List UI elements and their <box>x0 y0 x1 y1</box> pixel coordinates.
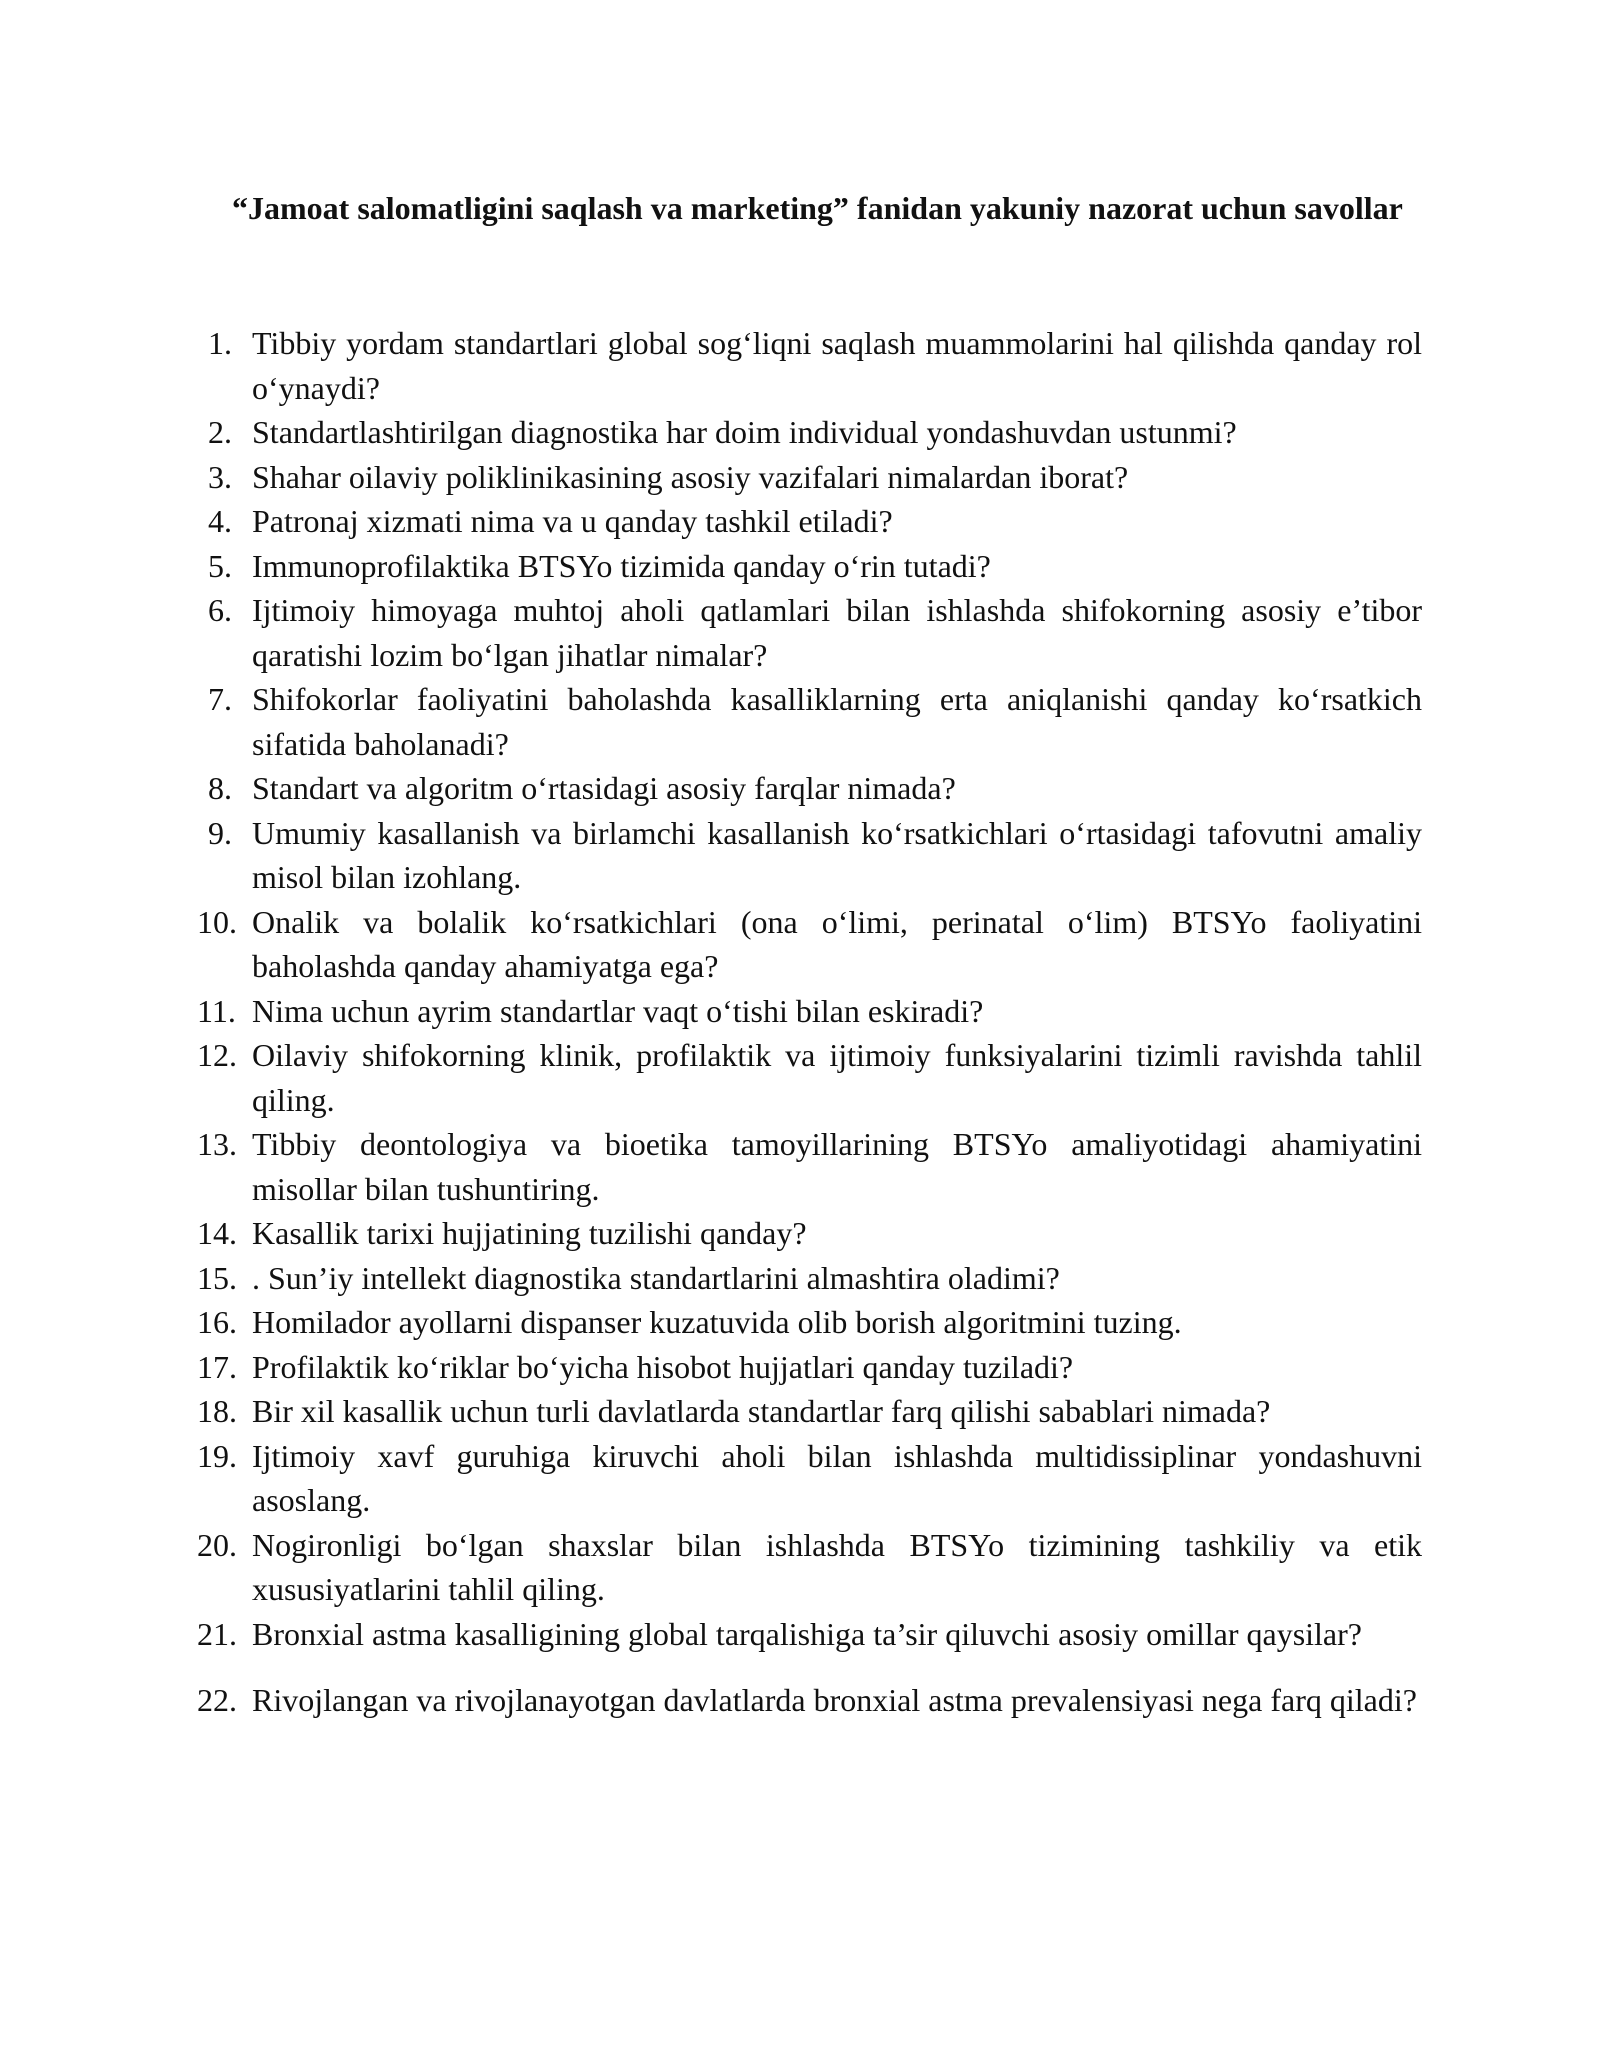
list-item <box>200 811 1422 900</box>
question-text: Nogironligi bo‘lgan shaxslar bilan ishlashda BTSYo tizimining tashkiliy va etik xususiyatlarini tahlil qiling. <box>252 1526 1422 1607</box>
question-number: 18. <box>197 1393 237 1429</box>
document-title: “Jamoat salomatligini saqlash va marketing” fanidan yakuniy nazorat uchun savollar <box>232 190 1403 226</box>
question-text: Ijtimoiy xavf guruhiga kiruvchi aholi bilan ishlashda multidissiplinar yondashuvni asoslang. <box>252 1437 1422 1518</box>
question-text: Standartlashtirilgan diagnostika har doim individual yondashuvdan ustunmi? <box>252 414 1237 450</box>
list-item <box>200 588 1422 677</box>
question-text: Kasallik tarixi hujjatining tuzilishi qanday? <box>252 1215 807 1251</box>
list-item <box>200 455 1422 500</box>
question-number: 1. <box>208 325 232 361</box>
question-number: 13. <box>197 1126 237 1162</box>
list-item <box>197 1122 1422 1211</box>
question-text: Nima uchun ayrim standartlar vaqt o‘tishi bilan eskiradi? <box>252 992 984 1029</box>
question-text: Patronaj xizmati nima va u qanday tashkil etiladi? <box>252 503 893 539</box>
question-number: 16. <box>197 1304 237 1340</box>
list-item <box>197 1612 1422 1657</box>
list-item <box>200 677 1422 766</box>
question-text: Shifokorlar faoliyatini baholashda kasalliklarning erta aniqlanishi qanday ko‘rsatkich sifatida baholanadi? <box>252 681 1422 762</box>
question-text: . Sun’iy intellekt diagnostika standartlarini almashtira oladimi? <box>252 1259 1060 1296</box>
question-text: Ijtimoiy himoyaga muhtoj aholi qatlamlari bilan ishlashda shifokorning asosiy e’tibor qaratishi lozim bo‘lgan jihatlar nimalar? <box>252 592 1422 673</box>
question-number: 12. <box>197 1037 237 1073</box>
list-item <box>197 989 1422 1034</box>
question-number: 3. <box>208 458 232 495</box>
list-item <box>200 499 1422 544</box>
question-text: Standart va algoritm o‘rtasidagi asosiy farqlar nimada? <box>252 770 956 806</box>
question-number: 22. <box>197 1682 237 1718</box>
list-item <box>197 1523 1422 1612</box>
question-number: 9. <box>208 814 232 851</box>
list-item <box>197 1211 1422 1256</box>
question-text: Homilador ayollarni dispanser kuzatuvida olib borish algoritmini tuzing. <box>252 1304 1182 1340</box>
list-item <box>197 1300 1422 1345</box>
question-text: Onalik va bolalik ko‘rsatkichlari (ona o‘limi, perinatal o‘lim) BTSYo faoliyatini baholashda qanday ahamiyatga ega? <box>252 903 1422 984</box>
question-number: 20. <box>197 1526 237 1563</box>
question-number: 7. <box>208 681 232 717</box>
question-number: 2. <box>208 414 232 450</box>
question-number: 11. <box>197 992 236 1029</box>
question-number: 14. <box>197 1215 237 1251</box>
question-number: 17. <box>197 1348 237 1385</box>
list-item <box>197 1256 1422 1301</box>
question-number: 10. <box>197 903 237 940</box>
question-text: Immunoprofilaktika BTSYo tizimida qanday o‘rin tutadi? <box>252 547 991 584</box>
list-item <box>200 321 1422 410</box>
question-number: 21. <box>197 1615 237 1652</box>
list-item <box>200 766 1422 811</box>
question-text: Umumiy kasallanish va birlamchi kasallanish ko‘rsatkichlari o‘rtasidagi tafovutni amaliy misol bilan izohlang. <box>252 814 1422 895</box>
question-text: Tibbiy deontologiya va bioetika tamoyillarining BTSYo amaliyotidagi ahamiyatini misollar bilan tushuntiring. <box>252 1126 1422 1207</box>
question-text: Bir xil kasallik uchun turli davlatlarda standartlar farq qilishi sabablari nimada? <box>252 1393 1271 1429</box>
question-number: 6. <box>208 592 232 628</box>
question-text: Profilaktik ko‘riklar bo‘yicha hisobot hujjatlari qanday tuziladi? <box>252 1348 1074 1385</box>
list-item <box>197 1678 1422 1723</box>
list-item <box>197 1345 1422 1390</box>
list-item <box>200 410 1422 455</box>
list-item <box>197 900 1422 989</box>
list-item <box>197 1434 1422 1523</box>
question-number: 4. <box>208 503 232 539</box>
list-item <box>200 544 1422 589</box>
question-number: 15. <box>197 1259 237 1296</box>
question-text: Shahar oilaviy poliklinikasining asosiy vazifalari nimalardan iborat? <box>252 458 1129 495</box>
question-text: Bronxial astma kasalligining global tarqalishiga ta’sir qiluvchi asosiy omillar qaysilar? <box>252 1615 1362 1652</box>
question-number: 5. <box>208 547 232 584</box>
list-item <box>197 1033 1422 1122</box>
question-text: Oilaviy shifokorning klinik, profilaktik va ijtimoiy funksiyalarini tizimli ravishda tahlil qiling. <box>252 1037 1422 1118</box>
question-list <box>197 321 1422 1723</box>
question-text: Rivojlangan va rivojlanayotgan davlatlarda bronxial astma prevalensiyasi nega farq qiladi? <box>252 1682 1417 1718</box>
question-number: 8. <box>208 770 232 806</box>
question-text: Tibbiy yordam standartlari global sog‘liqni saqlash muammolarini hal qilishda qanday rol o‘ynaydi? <box>252 325 1422 406</box>
list-item <box>197 1389 1422 1434</box>
question-number: 19. <box>197 1437 237 1474</box>
